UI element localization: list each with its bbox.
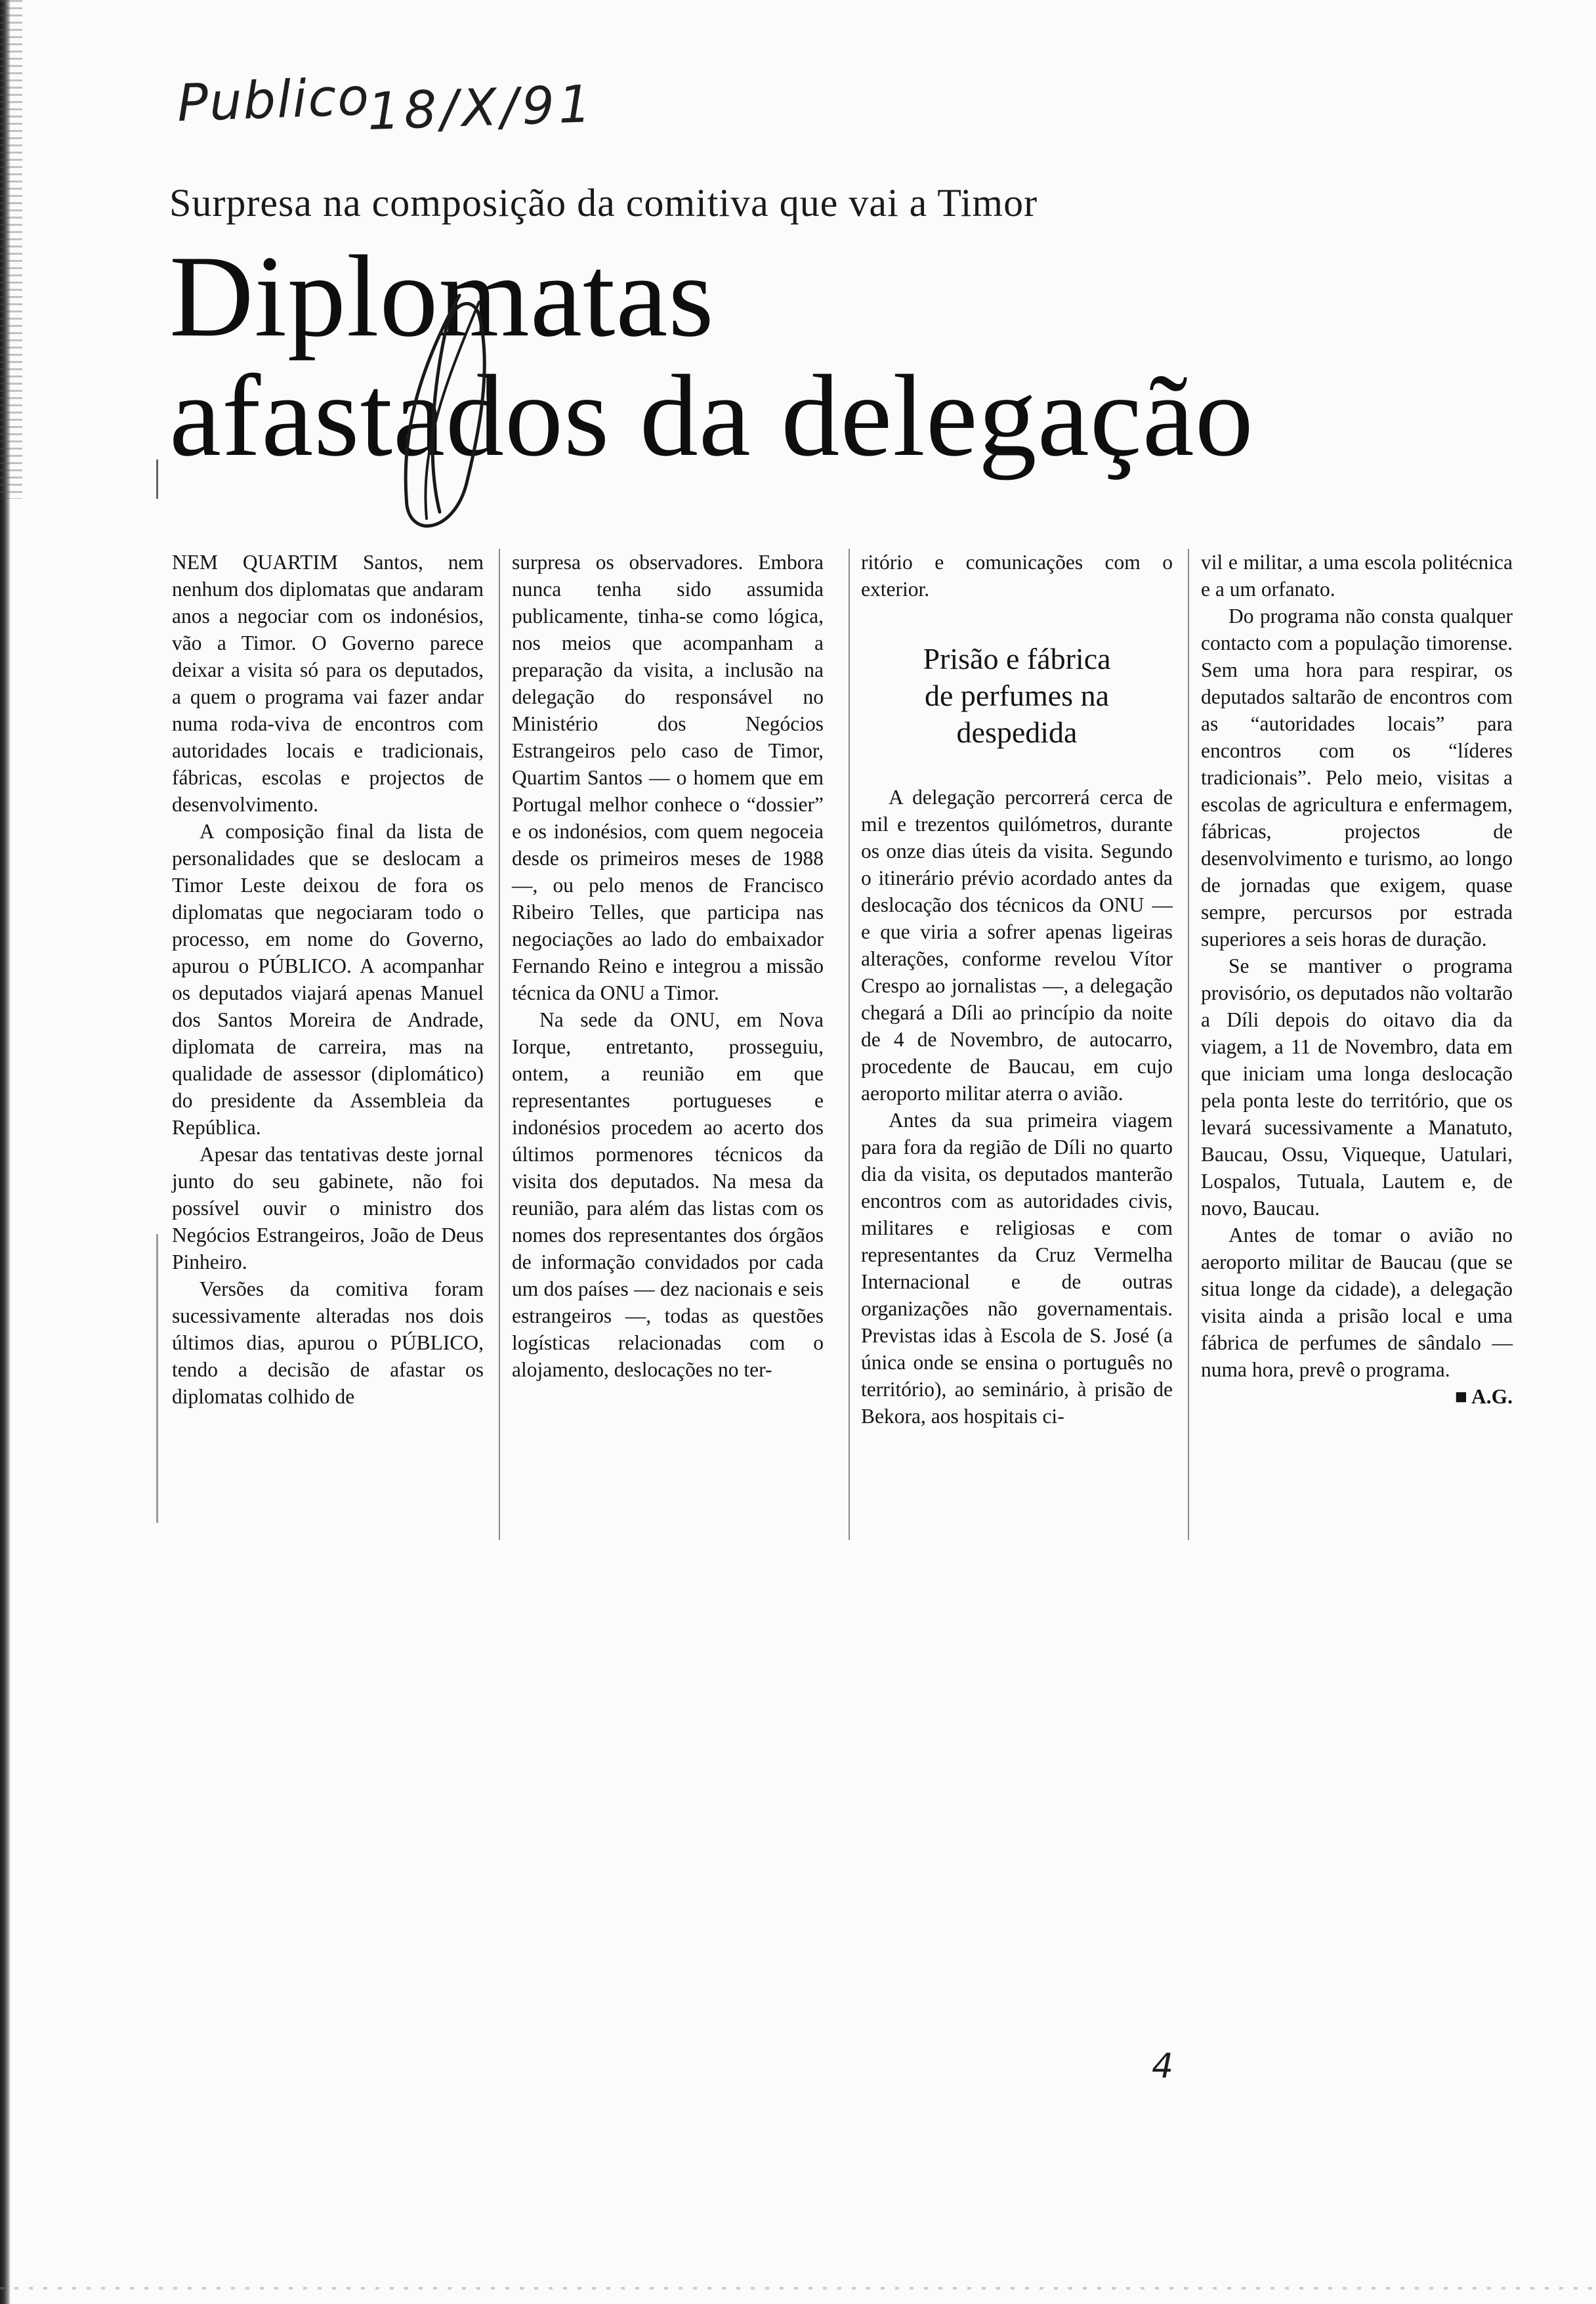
- handwritten-page-number: 4: [1152, 2047, 1174, 2086]
- paragraph: Se se mantiver o programa provisório, os deputados não voltarão a Díli depois do oitavo dia da viagem, a 11 de Novembro, data em que iniciam uma longa deslocação pela ponta leste do território, que os levará sucessivamente a Manatuto, Baucau, Ossu, Viqueque, Uatulari, Lospalos, Tutuala, Lautem e, de novo, Baucau.: [1201, 954, 1513, 1220]
- column-rule-3: [1188, 549, 1189, 1540]
- paragraph: Do programa não consta qualquer contacto com a população timorense. Sem uma hora para respirar, os deputados saltarão de encontros com as “autoridades locais” para encontros com os “líderes tradicionais”. Pelo meio, visitas a escolas de agricultura e enfermagem, fábricas, projectos de desenvolvimento e turismo, ao longo de jornadas que exigem, quase sempre, percursos por estrada superiores a seis horas de duração.: [1201, 605, 1513, 950]
- column-4: [1201, 549, 1513, 1410]
- paragraph: A composição final da lista de personalidades que se deslocam a Timor Leste deixou de fora os diplomatas que negociaram todo o processo, em nome do Governo, apurou o PÚBLICO. A acompanhar os deputados viajará apenas Manuel dos Santos Moreira de Andrade, diplomata de carreira, mas na qualidade de assessor (diplomático) do presidente da Assembleia da República.: [172, 820, 484, 1139]
- byline-text: ■ A.G.: [1454, 1385, 1513, 1408]
- paragraph: surpresa os observadores. Embora nunca tenha sido assumida publicamente, tinha-se como lógica, nos meios que acompanham a preparação da visita, a inclusão na delegação do responsável no Ministério dos Negócios Estrangeiros pelo caso de Timor, Quartim Santos — o homem que em Portugal melhor conhece o “dossier” e os indonésios, com quem negoceia desde os primeiros meses de 1988 —, ou pelo menos de Francisco Ribeiro Telles, que participa nas negociações ao lado do embaixador Fernando Reino e integrou a missão técnica da ONU a Timor.: [512, 551, 824, 1004]
- handwritten-source-note: Publico: [176, 67, 371, 134]
- scan-bottom-edge: [0, 2287, 1596, 2290]
- article-headline: [169, 231, 1254, 480]
- crosshead: [861, 641, 1173, 751]
- margin-pen-mark-bottom: [156, 1234, 158, 1523]
- column-rule-1: [499, 549, 500, 1540]
- paragraph: Antes da sua primeira viagem para fora da região de Díli no quarto dia da visita, os deputados manterão encontros com as autoridades civis, militares e religiosas e com representantes da Cruz Vermelha Internacional e de outras organizações não governamentais. Previstas idas à Escola de S. José (a única onde se ensina o português no território), ao seminário, à prisão de Bekora, aos hospitais ci-: [861, 1109, 1173, 1428]
- crosshead-line-2: de perfumes na despedida: [925, 679, 1109, 749]
- pen-scribble-mark: [381, 289, 512, 545]
- handwritten-date-note: 18/X/91: [366, 74, 596, 142]
- paragraph: NEM QUARTIM Santos, nem nenhum dos diplomatas que andaram anos a negociar com os indonésios, vão a Timor. O Governo parece deixar a visita só para os deputados, a quem o programa vai fazer andar numa roda-viva de encontros com autoridades locais e tradicionais, fábricas, escolas e projectos de desenvolvimento.: [172, 551, 484, 816]
- paragraph: Antes de tomar o avião no aeroporto militar de Baucau (que se situa longe da cidade), a delegação visita ainda a prisão local e uma fábrica de perfumes de sândalo — numa hora, prevê o programa.: [1201, 1224, 1513, 1381]
- paragraph: vil e militar, a uma escola politécnica e a um orfanato.: [1201, 551, 1513, 601]
- scan-noise: [0, 0, 22, 499]
- column-3: [861, 549, 1173, 1430]
- article-kicker: Surpresa na composição da comitiva que vai a Timor: [169, 181, 1038, 224]
- crosshead-line-1: Prisão e fábrica: [923, 642, 1111, 675]
- paragraph: Apesar das tentativas deste jornal junto do seu gabinete, não foi possível ouvir o ministro dos Negócios Estrangeiros, João de Deus Pinheiro.: [172, 1143, 484, 1273]
- paragraph: Versões da comitiva foram sucessivamente alteradas nos dois últimos dias, apurou o PÚBLICO, tendo a decisão de afastar os diplomatas colhido de: [172, 1277, 484, 1408]
- headline-line-1: Diplomatas: [169, 231, 715, 361]
- paragraph: ritório e comunicações com o exterior.: [861, 551, 1173, 601]
- paragraph: A delegação percorrerá cerca de mil e trezentos quilómetros, durante os onze dias úteis da visita. Segundo o itinerário prévio acordado antes da deslocação dos técnicos da ONU — e que viria a sofrer apenas ligeiras alterações, conforme revelou Vítor Crespo ao jornalistas —, a delegação chegará a Díli ao princípio da noite de 4 de Novembro, de autocarro, procedente de Baucau, em cujo aeroporto militar aterra o avião.: [861, 786, 1173, 1105]
- headline-line-2: afastados da delegação: [169, 351, 1254, 480]
- column-rule-2: [849, 549, 850, 1540]
- column-2: [512, 549, 824, 1383]
- byline: [1201, 1383, 1513, 1410]
- margin-pen-mark-top: [156, 459, 158, 499]
- column-1: [172, 549, 484, 1410]
- paragraph: Na sede da ONU, em Nova Iorque, entretanto, prosseguiu, ontem, a reunião em que representantes portugueses e indonésios procedem ao acerto dos últimos pormenores técnicos da visita dos deputados. Na mesa da reunião, para além das listas com os nomes dos representantes dos órgãos de informação convidados por cada um dos países — dez nacionais e seis estrangeiros —, todas as questões logísticas relacionadas com o alojamento, deslocações no ter-: [512, 1008, 824, 1381]
